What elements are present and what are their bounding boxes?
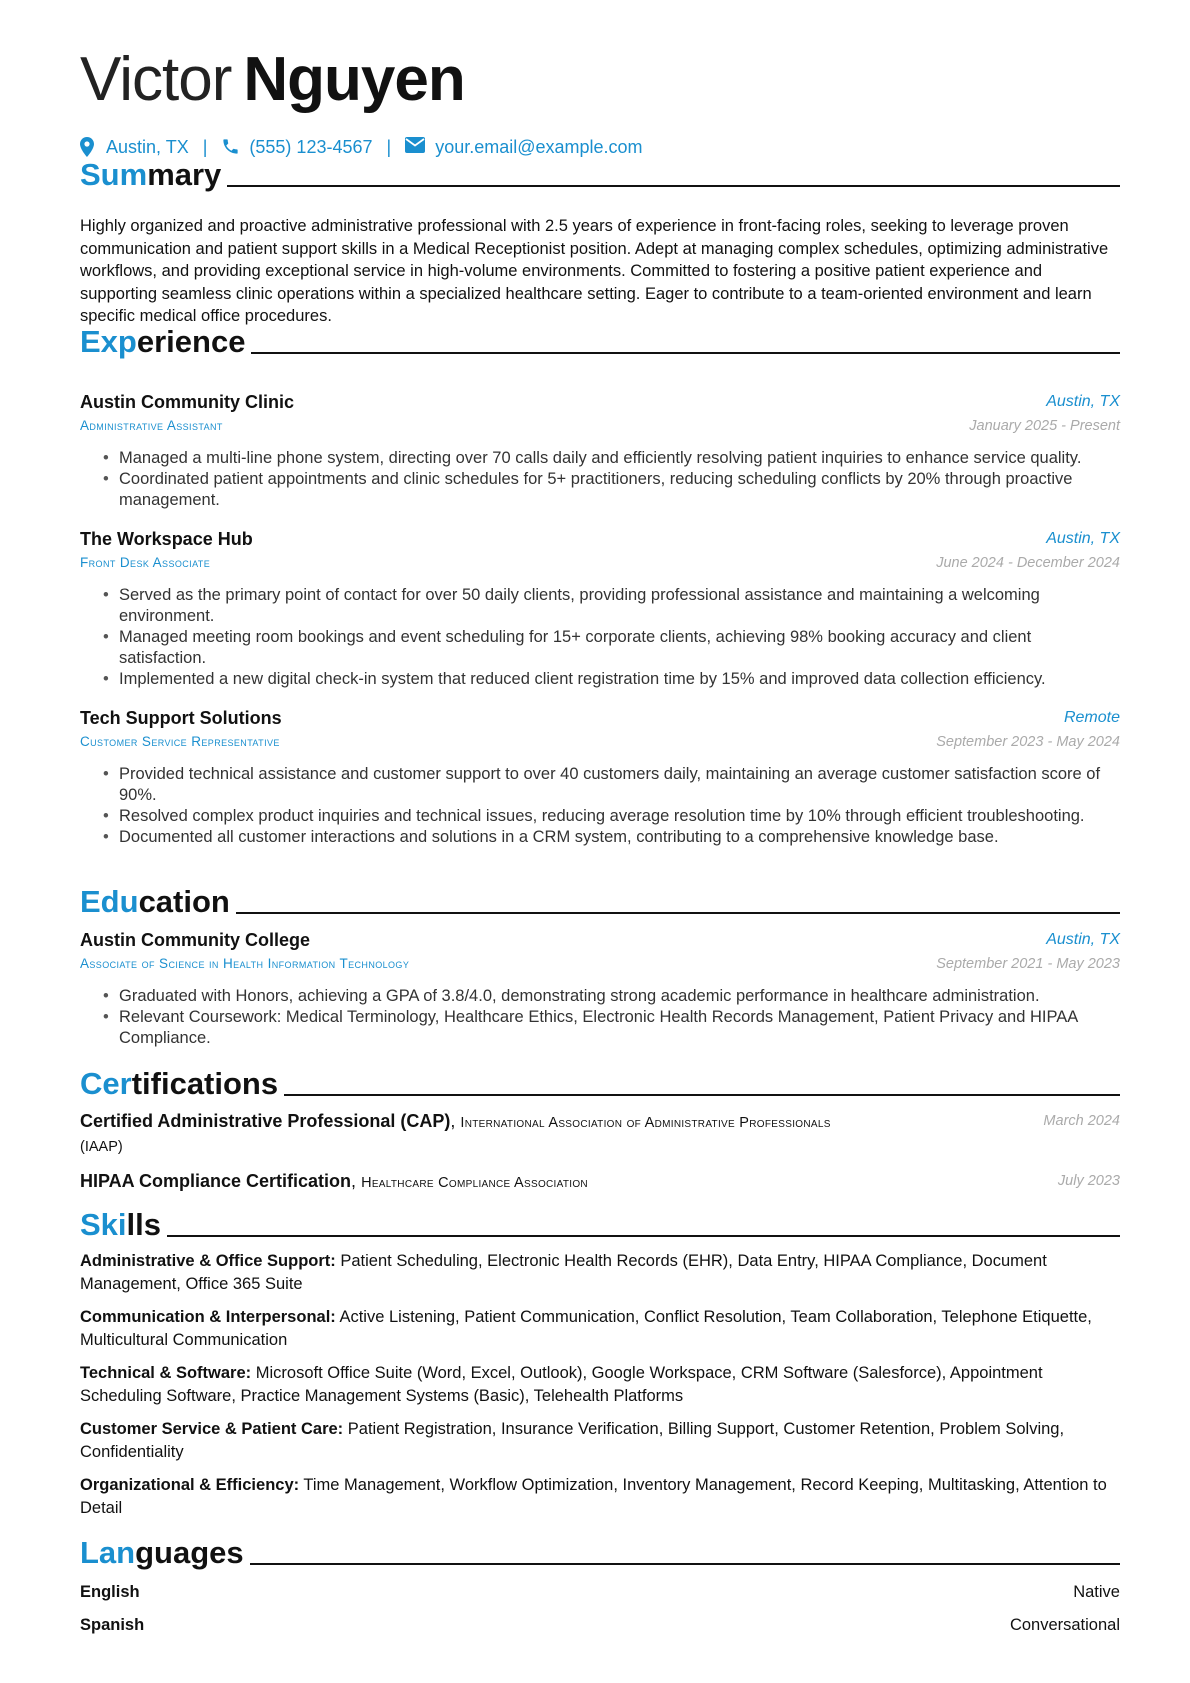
section-title: Certifications [80, 1066, 279, 1101]
certification-date: July 2023 [1057, 1173, 1120, 1189]
bullet-item: • Documented all customer interactions and solutions in a CRM system, contributing to a comprehensive knowledge base. [119, 827, 1120, 848]
section-rule [167, 1235, 1120, 1237]
job-dates: January 2025 - Present [969, 418, 1120, 434]
certification-title: HIPAA Compliance Certification [80, 1171, 352, 1191]
skill-category: Organizational & Efficiency: [80, 1476, 300, 1494]
section-rule [250, 1563, 1120, 1565]
skill-group [80, 1306, 1120, 1351]
skill-group [80, 1474, 1120, 1519]
bullet-item: • Resolved complex product inquiries and technical issues, reducing average resolution time by 10% through efficient troubleshooting. [119, 806, 1120, 827]
skill-category: Communication & Interpersonal: [80, 1308, 336, 1326]
certification-issuer-abbrev: (IAAP) [80, 1139, 123, 1155]
certification-date: March 2024 [1043, 1113, 1120, 1129]
candidate-name [80, 40, 465, 120]
employer-name: The Workspace Hub [80, 529, 253, 549]
employer-name: Tech Support Solutions [80, 708, 282, 728]
skill-group [80, 1362, 1120, 1407]
bullet-list [80, 448, 1120, 511]
skill-items: Patient Scheduling, Electronic Health Records (EHR), Data Entry, HIPAA Compliance, Document Management, Office 365 Suite [80, 1252, 1047, 1293]
bullet-item: • Relevant Coursework: Medical Terminology, Healthcare Ethics, Electronic Health Records Management, Patient Privacy and HIPAA Compliance. [119, 1007, 1120, 1049]
school-name: Austin Community College [80, 930, 311, 950]
job-location: Austin, TX [1046, 393, 1120, 410]
section-certifications [80, 1062, 1120, 1102]
bullet-item: • Provided technical assistance and customer support to over 40 customers daily, maintaining an average customer satisfaction score of 90%. [119, 764, 1120, 806]
language-name: English [80, 1583, 140, 1601]
language-row [80, 1581, 1120, 1603]
employer-name: Austin Community Clinic [80, 392, 295, 412]
job-title: Customer Service Representative [80, 734, 280, 749]
phone-link[interactable]: (555) 123-4567 [249, 136, 373, 157]
section-rule [236, 912, 1120, 914]
language-level: Conversational [1009, 1616, 1120, 1634]
last-name: Nguyen [243, 45, 465, 114]
certification-issuer: International Association of Administrative Professionals [460, 1115, 831, 1131]
experience-entry [80, 527, 1120, 690]
language-name: Spanish [80, 1616, 145, 1634]
skill-items: Active Listening, Patient Communication, Conflict Resolution, Team Collaboration, Telephone Etiquette, Multicultural Communication [80, 1308, 1092, 1349]
location-text: Austin, TX [106, 136, 189, 157]
bullet-list [80, 585, 1120, 690]
experience-entry [80, 706, 1120, 848]
bullet-item: • Managed meeting room bookings and event scheduling for 15+ corporate clients, achieving 98% booking accuracy and client satisfaction. [119, 627, 1120, 669]
bullet-list [80, 986, 1120, 1049]
bullet-item: • Graduated with Honors, achieving a GPA of 3.8/4.0, demonstrating strong academic performance in healthcare administration. [119, 986, 1120, 1007]
section-rule [284, 1094, 1120, 1096]
contact-separator: | [386, 136, 392, 157]
job-dates: June 2024 - December 2024 [936, 555, 1120, 571]
skill-category: Administrative & Office Support: [80, 1252, 336, 1270]
section-summary [80, 153, 1120, 193]
section-rule [251, 352, 1120, 354]
first-name: Victor [80, 45, 232, 114]
job-title: Administrative Assistant [80, 418, 223, 433]
email-link[interactable]: your.email@example.com [435, 136, 643, 157]
certification-entry: HIPAA Compliance Certification, Healthcare Compliance Association July 2023 [80, 1171, 1120, 1191]
summary-text: Highly organized and proactive administrative professional with 2.5 years of experience in front-facing roles, seeking to leverage proven communication and patient support skills in a Medical Receptionist position. Adept at managing complex schedules, optimizing administrative workflows, and providing exceptional service in high-volume environments. Committed to fostering a positive patient experience and supporting seamless clinic operations within a specialized healthcare setting. Eager to contribute to a team-oriented environment and learn specific medical office procedures. [80, 217, 1109, 326]
education-dates: September 2021 - May 2023 [936, 956, 1120, 972]
section-title: Education [80, 884, 230, 919]
experience-entry [80, 390, 1120, 511]
section-experience [80, 320, 1120, 360]
section-title: Skills [80, 1207, 161, 1242]
bullet-item: • Managed a multi-line phone system, directing over 70 calls daily and efficiently resolving patient inquiries to enhance service quality. [119, 448, 1120, 469]
section-languages [80, 1531, 1120, 1571]
section-rule [227, 185, 1120, 187]
language-level: Native [1073, 1583, 1120, 1601]
job-location: Austin, TX [1046, 530, 1120, 547]
section-skills [80, 1203, 1120, 1243]
section-title: Languages [80, 1535, 244, 1570]
section-title: Summary [80, 157, 222, 192]
bullet-list [80, 764, 1120, 848]
job-dates: September 2023 - May 2024 [936, 734, 1120, 750]
skill-items: Microsoft Office Suite (Word, Excel, Outlook), Google Workspace, CRM Software (Salesforce), Appointment Scheduling Software, Practice Management Systems (Basic), Telehealth Platforms [80, 1364, 1043, 1405]
skill-category: Customer Service & Patient Care: [80, 1420, 344, 1438]
skill-items: Time Management, Workflow Optimization, Inventory Management, Record Keeping, Multitasking, Attention to Detail [80, 1476, 1107, 1517]
certification-title: Certified Administrative Professional (CAP) [80, 1111, 451, 1131]
certification-entry: Certified Administrative Professional (CAP), International Association of Administrative Professionals (IAAP) March 2024 [80, 1111, 1120, 1155]
skill-items: Patient Registration, Insurance Verification, Billing Support, Customer Retention, Problem Solving, Confidentiality [80, 1420, 1065, 1461]
certification-issuer: Healthcare Compliance Association [361, 1175, 588, 1191]
skill-group [80, 1418, 1120, 1463]
section-title: Experience [80, 324, 246, 359]
skill-category: Technical & Software: [80, 1364, 252, 1382]
degree-title: Associate of Science in Health Information Technology [80, 956, 410, 971]
skill-group [80, 1250, 1120, 1295]
bullet-item: • Served as the primary point of contact for over 50 daily clients, providing professional assistance and maintaining a welcoming environment. [119, 585, 1120, 627]
language-row [80, 1614, 1120, 1636]
bullet-item: • Implemented a new digital check-in system that reduced client registration time by 15% and improved data collection efficiency. [119, 669, 1120, 690]
contact-separator: | [202, 136, 208, 157]
bullet-item: • Coordinated patient appointments and clinic schedules for 5+ practitioners, reducing scheduling conflicts by 20% through proactive management. [119, 469, 1120, 511]
section-education [80, 880, 1120, 920]
job-location: Remote [1063, 709, 1120, 726]
education-entry [80, 928, 1120, 1049]
school-location: Austin, TX [1046, 931, 1120, 948]
job-title: Front Desk Associate [80, 555, 211, 570]
